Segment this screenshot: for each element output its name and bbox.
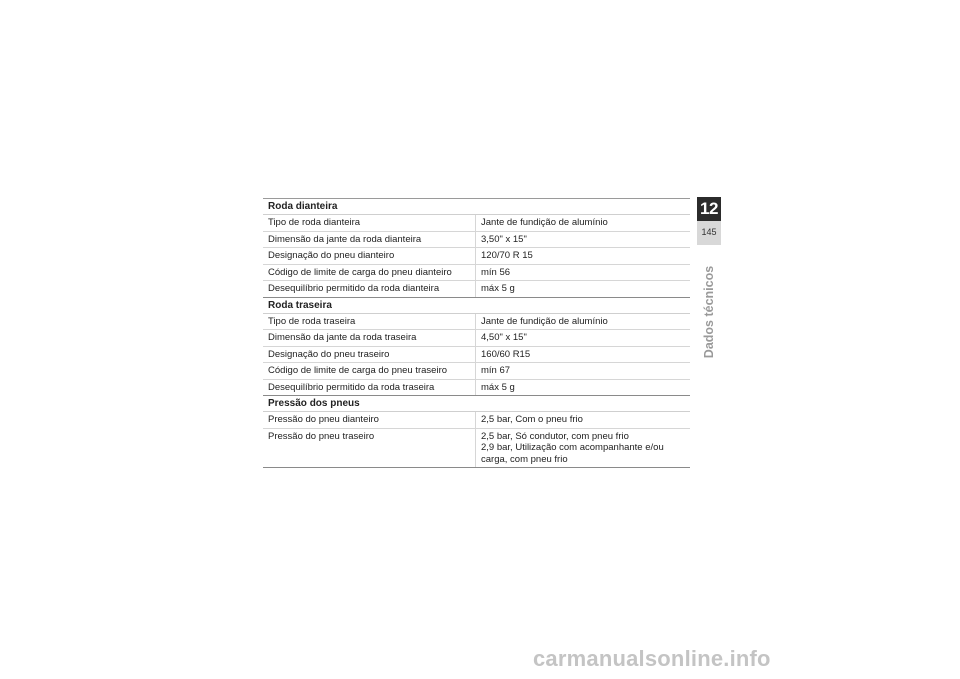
page-number: 145	[701, 227, 717, 237]
section-tire-pressure	[263, 396, 690, 468]
row-label: Desequilíbrio permitido da roda traseira	[268, 381, 435, 393]
section-title: Roda dianteira	[263, 199, 690, 215]
row-label: Tipo de roda dianteira	[268, 217, 361, 228]
table-row	[263, 429, 690, 469]
row-label: Designação do pneu dianteiro	[268, 250, 395, 261]
row-value: 120/70 R 15	[475, 248, 690, 264]
row-label: Código de limite de carga do pneu dianteiro	[268, 266, 452, 278]
table-row	[263, 314, 690, 331]
chapter-title	[697, 256, 721, 368]
row-label: Desequilíbrio permitido da roda dianteira	[268, 283, 440, 294]
table-row	[263, 412, 690, 429]
section-rear-wheel	[263, 298, 690, 397]
row-label: Designação do pneu traseiro	[268, 348, 390, 360]
section-title: Roda traseira	[263, 298, 690, 314]
section-title: Pressão dos pneus	[263, 396, 690, 412]
row-value: 4,50" x 15"	[475, 330, 690, 346]
row-label: Dimensão da jante da roda dianteira	[268, 233, 422, 245]
section-front-wheel	[263, 199, 690, 298]
row-label: Pressão do pneu traseiro	[268, 430, 375, 442]
table-row	[263, 347, 690, 364]
chapter-number: 12	[700, 199, 718, 218]
spec-table	[263, 198, 690, 468]
chapter-tab	[697, 197, 721, 245]
table-row	[263, 330, 690, 347]
row-label: Dimensão da jante da roda traseira	[268, 332, 417, 343]
row-value: Jante de fundição de alumínio	[475, 215, 690, 231]
row-value: 2,5 bar, Só condutor, com pneu frio 2,9 bar, Utilização com acompanhante e/ou carga, com pneu frio	[475, 429, 690, 468]
row-label: Pressão do pneu dianteiro	[268, 414, 379, 425]
table-row	[263, 265, 690, 282]
table-row	[263, 363, 690, 380]
row-value: Jante de fundição de alumínio	[475, 314, 690, 330]
row-value: 160/60 R15	[475, 347, 690, 363]
row-value: mín 56	[475, 265, 690, 281]
chapter-title-text: Dados técnicos	[702, 265, 716, 359]
table-row	[263, 380, 690, 397]
table-row	[263, 248, 690, 265]
row-value: 3,50" x 15"	[475, 232, 690, 248]
row-label: Tipo de roda traseira	[268, 315, 356, 327]
row-label: Código de limite de carga do pneu traseiro	[268, 365, 448, 376]
row-value: máx 5 g	[475, 380, 690, 396]
row-value: 2,5 bar, Com o pneu frio	[475, 412, 690, 428]
table-row	[263, 215, 690, 232]
row-value: mín 67	[475, 363, 690, 379]
table-row	[263, 281, 690, 298]
watermark: carmanualsonline.info	[533, 646, 771, 671]
row-value: máx 5 g	[475, 281, 690, 297]
table-row	[263, 232, 690, 249]
